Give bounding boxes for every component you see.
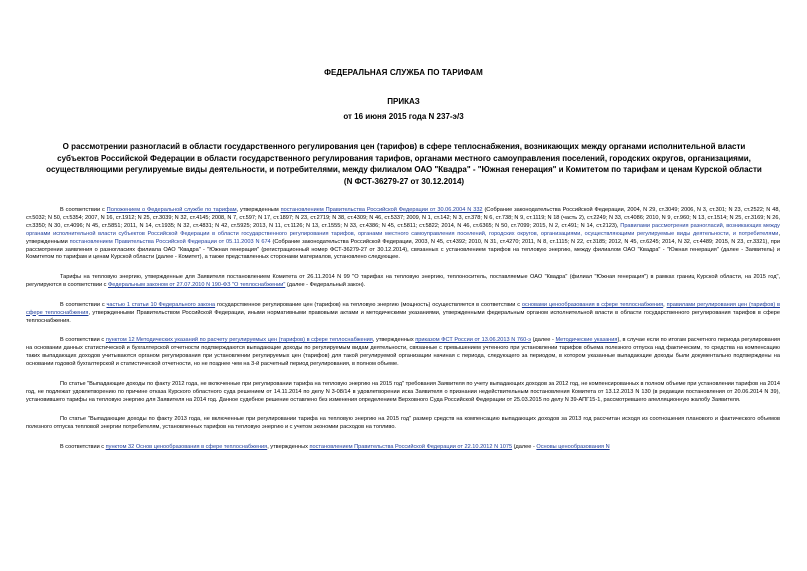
- text: В соответствии с: [60, 337, 106, 344]
- paragraph-2: [26, 274, 780, 290]
- text: , утвержденных: [267, 443, 310, 450]
- paragraph-1: [26, 207, 780, 262]
- link-pricing-basics-n[interactable]: Основы ценообразования N: [536, 443, 610, 450]
- link-fst-regulation[interactable]: Положением о Федеральной службе по тарифам: [106, 207, 237, 213]
- text: В соответствии с: [60, 301, 107, 308]
- text: (далее - Федеральный закон).: [285, 282, 366, 289]
- text: В соответствии с: [60, 207, 107, 213]
- text: В соответствии с: [60, 443, 106, 450]
- text: ), в случае если по итогам расчетного периода регулирования на основании данных статистической и бухгалтерской отчетности подтверждаются выпадающие доходы по регулируемым видам деятельности, связанные с превышением учтенного при установлении тарифов объема полезного отпуска над фактическим, то средства на компенсацию таких выпадающих доходов учитываются органом регулирования при установлении регулируемых цен (тарифов) для такой регулируемой организации начиная с периода, следующего за периодом, в котором указанные выпадающие доходы были документально подтверждены на основании годовой бухгалтерской и статистической отчетности, но не позднее чем на 3-й расчетный период регулирования, в полном объеме.: [26, 337, 781, 367]
- text: (далее -: [512, 443, 537, 450]
- document-body: [26, 207, 780, 464]
- link-pricing-basics-p32[interactable]: пунктом 32 Основ ценообразования в сфере теплоснабжения: [105, 443, 268, 450]
- text: Тарифы на тепловую энергию, утвержденные для Заявителя постановлением Комитета от 26.11.2014 N 99 "О тарифах на тепловую энергию, теплоноситель, поставляемые ОАО "Квадра" (филиал "Южная генерация") в рамках границ Курской области, на 2015 год", регулируются в соответствии с: [26, 274, 780, 289]
- link-law-article-10[interactable]: частью 1 статьи 10 Федерального закона: [106, 301, 216, 308]
- paragraph-3: [26, 302, 780, 326]
- document-date-number: от 16 июня 2015 года N 237-э/3: [343, 112, 464, 121]
- document-title: О рассмотрении разногласий в области государственного регулирования цен (тарифов) в сфере теплоснабжения, возникающих между органами исполнительной власти субъектов Российской Федерации в области государственного регулирования тарифов, органами местного самоуправления поселений, городских округов, организациями, осуществляющими регулируемые виды деятельности, и потребителями, между филиалом ОАО "Квадра" - "Южная генерация" и Комитетом по тарифам и ценам Курской области (N ФСТ-36279-27 от 30.12.2014): [46, 142, 762, 186]
- issuing-authority: ФЕДЕРАЛЬНАЯ СЛУЖБА ПО ТАРИФАМ: [324, 68, 483, 77]
- text: государственное регулирование цен (тарифов) на тепловую энергию (мощность) осуществляется в соответствии с: [215, 301, 522, 308]
- paragraph-4: [26, 337, 780, 369]
- text: По статье "Выпадающие доходы по факту 2012 года, не включенные при регулировании тарифа на тепловую энергию на 2015 год" требования Заявителя по учету выпадающих доходов за 2012 год, не компенсированных в полном объеме при установлении тарифов на 2014 год, не подлежат удовлетворению по причине отказа Курского областного суда решением от 14.11.2014 по делу N 3-08/14 в удовлетворении иска Заявителя о признании недействительным постановления Комитета от 13.12.2013 N 130 (в редакции постановления от 20.06.2014 N 39), установившего тарифы на тепловую энергию для Заявителя на 2014 год. Данное судебное решение оставлено без изменения определением Верховного Суда Российской Федерации от 25.03.2015 по делу N 39-АПГ15-1, рассмотревшего апелляционную жалобу Заявителя.: [26, 380, 780, 403]
- paragraph-7: [26, 444, 780, 452]
- text: По статье "Выпадающие доходы по факту 2013 года, не включенные при регулировании тарифа на тепловую энергию на 2015 год" размер средств на компенсацию выпадающих доходов за 2013 год рассчитан исходя из соотношения планового и фактического объемов полезного отпуска тепловой энергии потребителям, установленных тарифов на тепловую энергию и с учетом экономии расходов на топливо.: [26, 416, 780, 431]
- text: (далее -: [530, 337, 556, 344]
- link-government-decree-332[interactable]: постановлением Правительства Российской Федерации от 30.06.2004 N 332: [280, 207, 483, 213]
- text: (Собрание законодательства Российской Федерации, 2004, N 29, ст.3049; 2006, N 3, ст.301; N 23, ст.2522; N 48, ст.5032; N 50, ст.5354; 2007, N 16, ст.1912; N 25, ст.3039; N 32, ст.4145; 2008, N 7, ст.597; N 17, ст.1897; N 23, ст.2719; N 38, ст.4309; N 46, ст.5337; 2009, N 1, ст.142; N 3, ст.378; N 6, ст.738; N 9, ст.1119; N 18 (часть 2), ст.2249; N 33, ст.4086; 2010, N 9, ст.960; N 13, ст.1514; N 25, ст.3169; N 26, ст.3350; N 30, ст.4096; N 45, ст.5851; 2011, N 14, ст.1935; N 32, ст.4831; N 42, ст.5925; 2013, N 11, ст.1126; N 13, ст.1555; N 33, ст.4386; N 45, ст.5811; ст.5822; 2014, N 46, ст.6365; N 50, ст.7099; 2015, N 2, ст.491; N 14, ст.2123),: [26, 207, 780, 229]
- link-methodical-guidelines-p12[interactable]: пунктом 12 Методических указаний по расчету регулируемых цен (тарифов) в сфере теплоснабжения: [105, 337, 373, 344]
- link-pricing-basics[interactable]: основами ценообразования в сфере теплоснабжения: [521, 301, 664, 308]
- document-type: ПРИКАЗ: [387, 97, 420, 106]
- text: , утвержденными Правительством Российской Федерации, иными нормативными правовыми актами и методическими указаниями, утвержденными федеральным органом исполнительной власти в области государственного регулирования тарифов в сфере теплоснабжения.: [26, 309, 780, 324]
- text: (Собрание законодательства Российской Федерации, 2003, N 45, ст.4392; 2010, N 31, ст.4270; 2011, N 8, ст.1115; N 22, ст.3185; 2012, N 45, ст.6245; 2014, N 32, ст.4489; 2015, N 23, ст.3321), при рассмотрении заявления о разногласиях филиала ОАО "Квадра" - "Южная генерация" (регистрационный номер ФСТ-36279-27 от 30.12.2014), связанных с установлением тарифов на тепловую энергию, между филиалом ОАО "Квадра" - "Южная генерация" (далее - Заявитель) и Комитетом по тарифам и ценам Курской области (далее - Комитет), а также представленных сторонами материалов, установлено следующее.: [26, 238, 780, 261]
- link-government-decree-1075[interactable]: постановлением Правительства Российской Федерации от 22.10.2012 N 1075: [309, 443, 513, 450]
- text: , утвержденным: [236, 207, 281, 213]
- link-government-decree-674[interactable]: постановлением Правительства Российской Федерации от 05.11.2003 N 674: [69, 238, 271, 245]
- link-methodical-guidelines[interactable]: Методические указания: [555, 337, 618, 344]
- link-federal-law-190[interactable]: Федеральным законом от 27.07.2010 N 190-ФЗ "О теплоснабжении": [108, 282, 286, 289]
- link-tariff-rules[interactable]: правилами регулирования цен (тарифов) в сфере теплоснабжения: [26, 301, 780, 316]
- link-disagreement-rules[interactable]: Правилами рассмотрения разногласий, возникающих между органами исполнительной власти субъектов Российской Федерации в области государственного регулирования тарифов, органами местного самоуправления поселений, городских округов, организациями, осуществляющими регулируемые виды деятельности, и потребителями: [26, 222, 780, 237]
- text: ,: [663, 301, 667, 308]
- paragraph-6: [26, 416, 780, 432]
- paragraph-5: [26, 381, 780, 405]
- text: , утвержденных: [372, 337, 416, 344]
- link-fst-order-760[interactable]: приказом ФСТ России от 13.06.2013 N 760-э: [415, 337, 531, 344]
- text: , утвержденными: [26, 230, 780, 245]
